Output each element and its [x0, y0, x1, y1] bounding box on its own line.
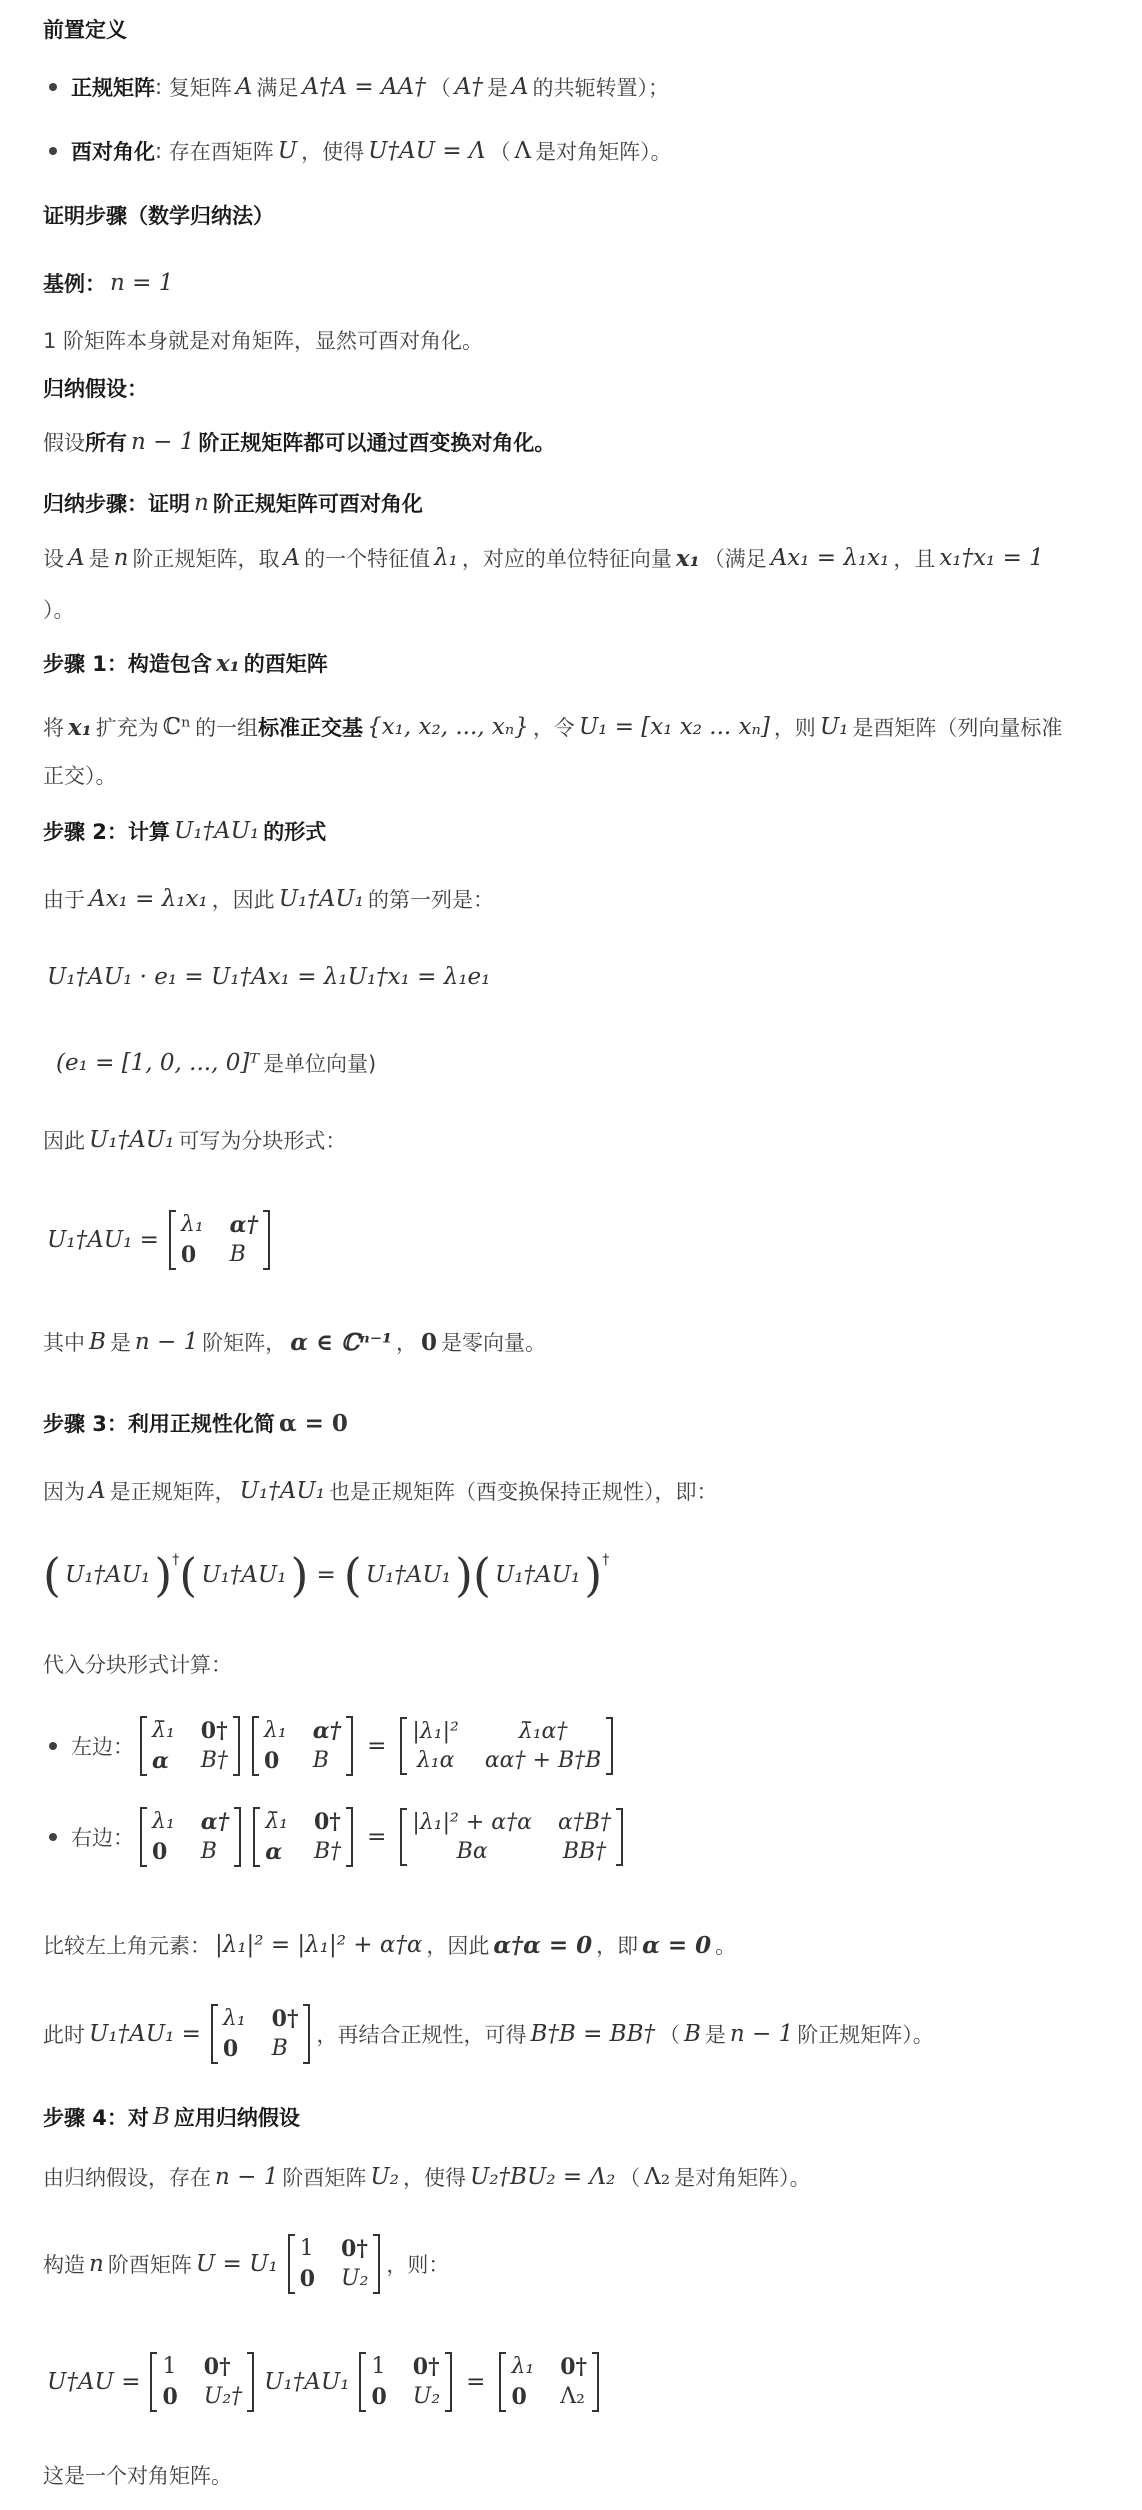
paren: )	[290, 1548, 309, 1602]
math: Λ	[514, 138, 532, 164]
math: A	[89, 1478, 106, 1504]
cell: λ₁	[263, 1718, 287, 1743]
cell: B	[229, 1242, 246, 1267]
cell: 0†	[341, 2236, 368, 2262]
text: 扩充为	[95, 716, 159, 740]
math: n − 1	[131, 429, 195, 455]
text: ，即	[596, 1934, 639, 1958]
cell: 0	[371, 2384, 387, 2410]
math: α ∈ ℂⁿ⁻¹	[290, 1328, 393, 1356]
cell: B	[200, 1839, 217, 1864]
math: α = 0	[278, 1409, 348, 1437]
text: ，	[396, 1331, 418, 1355]
label: 阶正规矩阵可酉对角化	[212, 492, 423, 516]
text: 阶正规矩阵）。	[797, 2023, 934, 2047]
text: 是	[486, 76, 508, 100]
math: n − 1	[134, 1329, 199, 1355]
text: ，再结合正规性，可得	[316, 2023, 527, 2047]
math: B	[684, 2021, 701, 2047]
text: ，则：	[386, 2253, 450, 2277]
text: ，使得	[402, 2166, 466, 2190]
text: ，因此	[211, 888, 275, 912]
cell: B†	[313, 1839, 342, 1864]
label: 基例：	[43, 272, 106, 296]
cell: 0	[263, 1748, 280, 1774]
text: 可写为分块形式：	[178, 1129, 347, 1153]
bullet-icon	[49, 83, 57, 91]
cell: 0	[180, 1242, 197, 1268]
step4-final-eq	[43, 2352, 605, 2412]
text: 阶酉矩阵	[107, 2253, 192, 2277]
text: 阶酉矩阵	[282, 2166, 367, 2190]
math: A†	[454, 74, 483, 100]
math: U₁†AU₁ =	[89, 2021, 201, 2047]
step2-heading	[43, 816, 326, 846]
step1-tail: 正交）。	[43, 764, 117, 788]
math: A	[68, 545, 85, 571]
equals: =	[367, 1733, 387, 1759]
paren: (	[179, 1548, 198, 1602]
cell: B†	[200, 1748, 228, 1773]
text: （	[429, 76, 451, 100]
text: 其中	[43, 1331, 85, 1355]
text: 满足	[256, 76, 299, 100]
step3-compare	[43, 1930, 736, 1960]
math: A	[511, 74, 529, 100]
bold-text: 标准正交基	[258, 716, 364, 740]
text: 阶矩阵，	[202, 1331, 287, 1355]
math: U†AU = Λ	[368, 138, 486, 164]
math: x₁	[675, 544, 700, 572]
math: U₁†AU₁	[239, 1478, 325, 1504]
text: 是正规矩阵，	[109, 1480, 236, 1504]
text: 设	[43, 547, 64, 571]
text: （	[489, 140, 511, 164]
math: A†A = AA†	[302, 74, 426, 100]
cell: |λ₁|² + α†α	[412, 1810, 532, 1835]
cell: |λ₁|²	[412, 1719, 459, 1744]
cell: α†	[312, 1718, 342, 1744]
math: Ax₁ = λ₁x₁	[89, 886, 208, 912]
math: |λ₁|² = |λ₁|² + α†α	[215, 1932, 423, 1958]
matrix	[400, 1717, 613, 1775]
step3-sub-text: 代入分块形式计算：	[43, 1653, 232, 1677]
text: 是酉矩阵（列向量标准	[852, 716, 1063, 740]
text: ，因此	[426, 1934, 490, 1958]
math: ℂⁿ	[162, 714, 192, 740]
text: （	[659, 2023, 680, 2047]
text: 因此	[43, 1129, 85, 1153]
step3-left-side	[43, 1716, 619, 1776]
cell: 0†	[200, 1718, 228, 1744]
math: U = U₁	[195, 2251, 278, 2277]
math: x₁	[68, 713, 92, 741]
text: 是对角矩阵）。	[674, 2166, 811, 2190]
step2-eq1	[43, 964, 494, 990]
cell: λ̄₁	[152, 1718, 175, 1743]
math: n − 1	[729, 2021, 794, 2047]
step4-text	[43, 2162, 811, 2192]
text: 存在酉矩阵	[168, 140, 274, 164]
step1-heading	[43, 648, 328, 678]
cell: α†	[200, 1809, 230, 1835]
cell: α	[152, 1748, 169, 1774]
math: α = 0	[642, 1931, 712, 1959]
cell: 1	[299, 2236, 314, 2261]
math: n	[113, 545, 129, 571]
text: 的第一列是：	[368, 888, 495, 912]
cell: 1	[371, 2354, 386, 2379]
label: 步骤 4：对	[43, 2106, 149, 2130]
matrix	[288, 2234, 381, 2294]
text: 是	[88, 547, 110, 571]
text: ，对应的单位特征向量	[461, 547, 672, 571]
heading-proof: 证明步骤（数学归纳法）	[43, 204, 274, 228]
cell: Bα	[456, 1839, 488, 1864]
math: U	[277, 138, 298, 164]
cell: U₂†	[203, 2384, 243, 2409]
paren: (	[343, 1548, 362, 1602]
equals: =	[367, 1824, 387, 1850]
paren: )	[154, 1548, 173, 1602]
math: A	[235, 74, 253, 100]
cell: U₂	[341, 2266, 369, 2291]
cell: B	[271, 2036, 288, 2061]
label: 步骤 2：计算	[43, 820, 170, 844]
term: 正规矩阵	[71, 76, 155, 100]
bold-text: 阶正规矩阵都可以通过酉变换对角化。	[198, 431, 556, 455]
text: 此时	[43, 2023, 85, 2047]
math: U₁†AU₁	[89, 1127, 175, 1153]
math: B	[89, 1329, 106, 1355]
text: 复矩阵	[168, 76, 232, 100]
text: ，则	[773, 716, 816, 740]
cell: B	[312, 1748, 329, 1773]
bullet-icon	[49, 147, 57, 155]
cell: 0	[222, 2036, 239, 2062]
cell: 0†	[412, 2354, 440, 2380]
math: n	[89, 2251, 104, 2277]
math: A	[283, 545, 301, 571]
math: λ₁	[434, 545, 458, 571]
step3-right-side	[43, 1807, 629, 1867]
text: 假设	[43, 431, 85, 455]
step2-block-intro	[43, 1125, 346, 1155]
cell: U₂	[412, 2384, 441, 2409]
label: 的酉矩阵	[243, 652, 328, 676]
math: U₁†AU₁	[173, 818, 260, 844]
label: 步骤 3：利用正规性化简	[43, 1412, 275, 1436]
math: U₁†AU₁	[365, 1562, 452, 1588]
cell: 0†	[271, 2006, 299, 2032]
text: 由于	[43, 888, 85, 912]
cell: 0	[162, 2384, 178, 2410]
math: U₁†AU₁	[64, 1562, 151, 1588]
matrix	[499, 2352, 599, 2412]
math: U₁ = [x₁ x₂ ... xₙ]	[578, 714, 770, 740]
equation: U₁†AU₁ · e₁ = U₁†Ax₁ = λ₁U₁†x₁ = λ₁e₁	[47, 964, 491, 990]
label: 的形式	[263, 820, 327, 844]
step4-construct	[43, 2234, 449, 2294]
cell: λ̄₁α†	[518, 1719, 568, 1744]
cell: α†B†	[557, 1810, 611, 1835]
math: B†B = BB†	[530, 2021, 655, 2047]
cell: 0	[511, 2384, 527, 2410]
matrix	[169, 1210, 270, 1270]
cell: 0	[299, 2266, 316, 2292]
step2-where	[43, 1327, 546, 1357]
cell: α†	[229, 1212, 259, 1238]
colon: :	[155, 139, 163, 163]
math: x₁†x₁ = 1	[939, 545, 1044, 571]
def-unitary-diag	[43, 136, 672, 166]
text: 是零向量。	[441, 1331, 547, 1355]
text: 的共轭转置）；	[532, 76, 669, 100]
math: U₂†BU₂ = Λ₂	[469, 2164, 616, 2190]
math: n	[194, 490, 209, 516]
paren: )	[455, 1548, 473, 1602]
bullet-icon	[49, 1742, 57, 1750]
label: 步骤 1：构造包含	[43, 652, 212, 676]
conclusion: 这是一个对角矩阵。	[43, 2464, 232, 2488]
text: 的一个特征值	[304, 547, 431, 571]
matrix	[359, 2352, 452, 2412]
cell: λ₁α	[416, 1748, 455, 1773]
step2-text	[43, 884, 494, 914]
cell: BB†	[562, 1839, 607, 1864]
heading-prelim: 前置定义	[43, 18, 127, 42]
text: 阶正规矩阵，取	[132, 547, 280, 571]
math: U₁†AU₁	[264, 2369, 350, 2395]
cell: 1	[162, 2354, 177, 2379]
text: （满足	[703, 547, 767, 571]
cell: λ₁	[222, 2006, 246, 2031]
cell: Λ₂	[560, 2384, 585, 2409]
step3-text	[43, 1476, 717, 1506]
paren: (	[472, 1548, 491, 1602]
text: 因为	[43, 1480, 85, 1504]
induction-line	[43, 543, 1048, 573]
matrix	[400, 1808, 623, 1866]
cell: λ̄₁	[265, 1809, 288, 1834]
math: U₁†AU₁	[278, 886, 365, 912]
bold-text: 所有	[85, 431, 127, 455]
dagger: †	[172, 1552, 180, 1568]
def-normal-matrix	[43, 72, 669, 102]
base-case-heading	[43, 268, 177, 298]
text: 是单位向量)	[263, 1052, 377, 1076]
term: 酉对角化	[71, 140, 155, 164]
base-case-text: 1 阶矩阵本身就是对角矩阵，显然可酉对角化。	[43, 329, 484, 353]
matrix	[211, 2004, 311, 2064]
matrix	[252, 1716, 353, 1776]
step2-block-eq	[43, 1210, 276, 1270]
math: n − 1	[215, 2164, 279, 2190]
text: 也是正规矩阵（酉变换保持正规性），即：	[328, 1480, 718, 1504]
cell: 0	[152, 1839, 168, 1865]
math: B	[152, 2104, 170, 2130]
label: 右边：	[71, 1826, 134, 1850]
label: 左边：	[71, 1735, 134, 1759]
math: {x₁, x₂, ..., xₙ}	[367, 714, 529, 740]
text: 是对角矩阵）。	[535, 140, 672, 164]
text: ，使得	[301, 140, 365, 164]
induction-line-tail: ）。	[43, 598, 75, 622]
step3-now	[43, 2004, 934, 2064]
math: U₁	[819, 714, 849, 740]
text: 。	[715, 1934, 737, 1958]
math: (e₁ = [1, 0, ..., 0]ᵀ	[56, 1050, 260, 1076]
text: 的一组	[195, 716, 259, 740]
cell: 0†	[313, 1809, 341, 1835]
text: 构造	[43, 2253, 85, 2277]
equals: =	[316, 1562, 336, 1588]
matrix	[140, 1716, 240, 1776]
text: 比较左上角元素：	[43, 1934, 211, 1958]
math: U†AU =	[47, 2369, 141, 2395]
step2-note	[52, 1048, 376, 1078]
step3-normal-eq	[43, 1548, 610, 1602]
cell: λ₁	[152, 1809, 175, 1834]
colon: :	[155, 75, 163, 99]
text: 是	[109, 1331, 131, 1355]
matrix	[150, 2352, 254, 2412]
text: （	[619, 2166, 641, 2190]
step4-heading	[43, 2102, 300, 2132]
math: x₁	[215, 649, 240, 677]
paren: (	[43, 1548, 61, 1602]
cell: α	[265, 1839, 283, 1865]
paren: )	[584, 1548, 603, 1602]
text: 是	[704, 2023, 726, 2047]
math: Λ₂	[644, 2164, 671, 2190]
math: 0	[421, 1328, 438, 1356]
math: α†α = 0	[493, 1931, 593, 1959]
math: U₁†AU₁ =	[47, 1227, 159, 1253]
bullet-icon	[49, 1833, 57, 1841]
cell: λ₁	[511, 2354, 535, 2379]
cell: λ₁	[180, 1212, 204, 1237]
dagger: †	[602, 1552, 610, 1568]
label: 应用归纳假设	[173, 2106, 300, 2130]
text: ，令	[532, 716, 575, 740]
cell: 0†	[203, 2354, 231, 2380]
math: Ax₁ = λ₁x₁	[770, 545, 890, 571]
induction-heading	[43, 488, 423, 518]
math: U₁†AU₁	[201, 1562, 287, 1588]
text: 将	[43, 716, 64, 740]
cell: αα† + B†B	[484, 1748, 602, 1773]
matrix	[140, 1807, 241, 1867]
step3-heading	[43, 1408, 352, 1438]
label: 归纳步骤：证明	[43, 492, 190, 516]
hypothesis-heading: 归纳假设：	[43, 377, 148, 401]
math: n = 1	[110, 270, 174, 296]
text: ，且	[893, 547, 936, 571]
matrix	[253, 1807, 353, 1867]
hypothesis-text	[43, 427, 555, 457]
step1-text	[43, 712, 1062, 742]
math: U₁†AU₁	[494, 1562, 581, 1588]
text: 由归纳假设，存在	[43, 2166, 211, 2190]
equals: =	[466, 2369, 486, 2395]
math: U₂	[370, 2164, 399, 2190]
cell: 0†	[560, 2354, 588, 2380]
